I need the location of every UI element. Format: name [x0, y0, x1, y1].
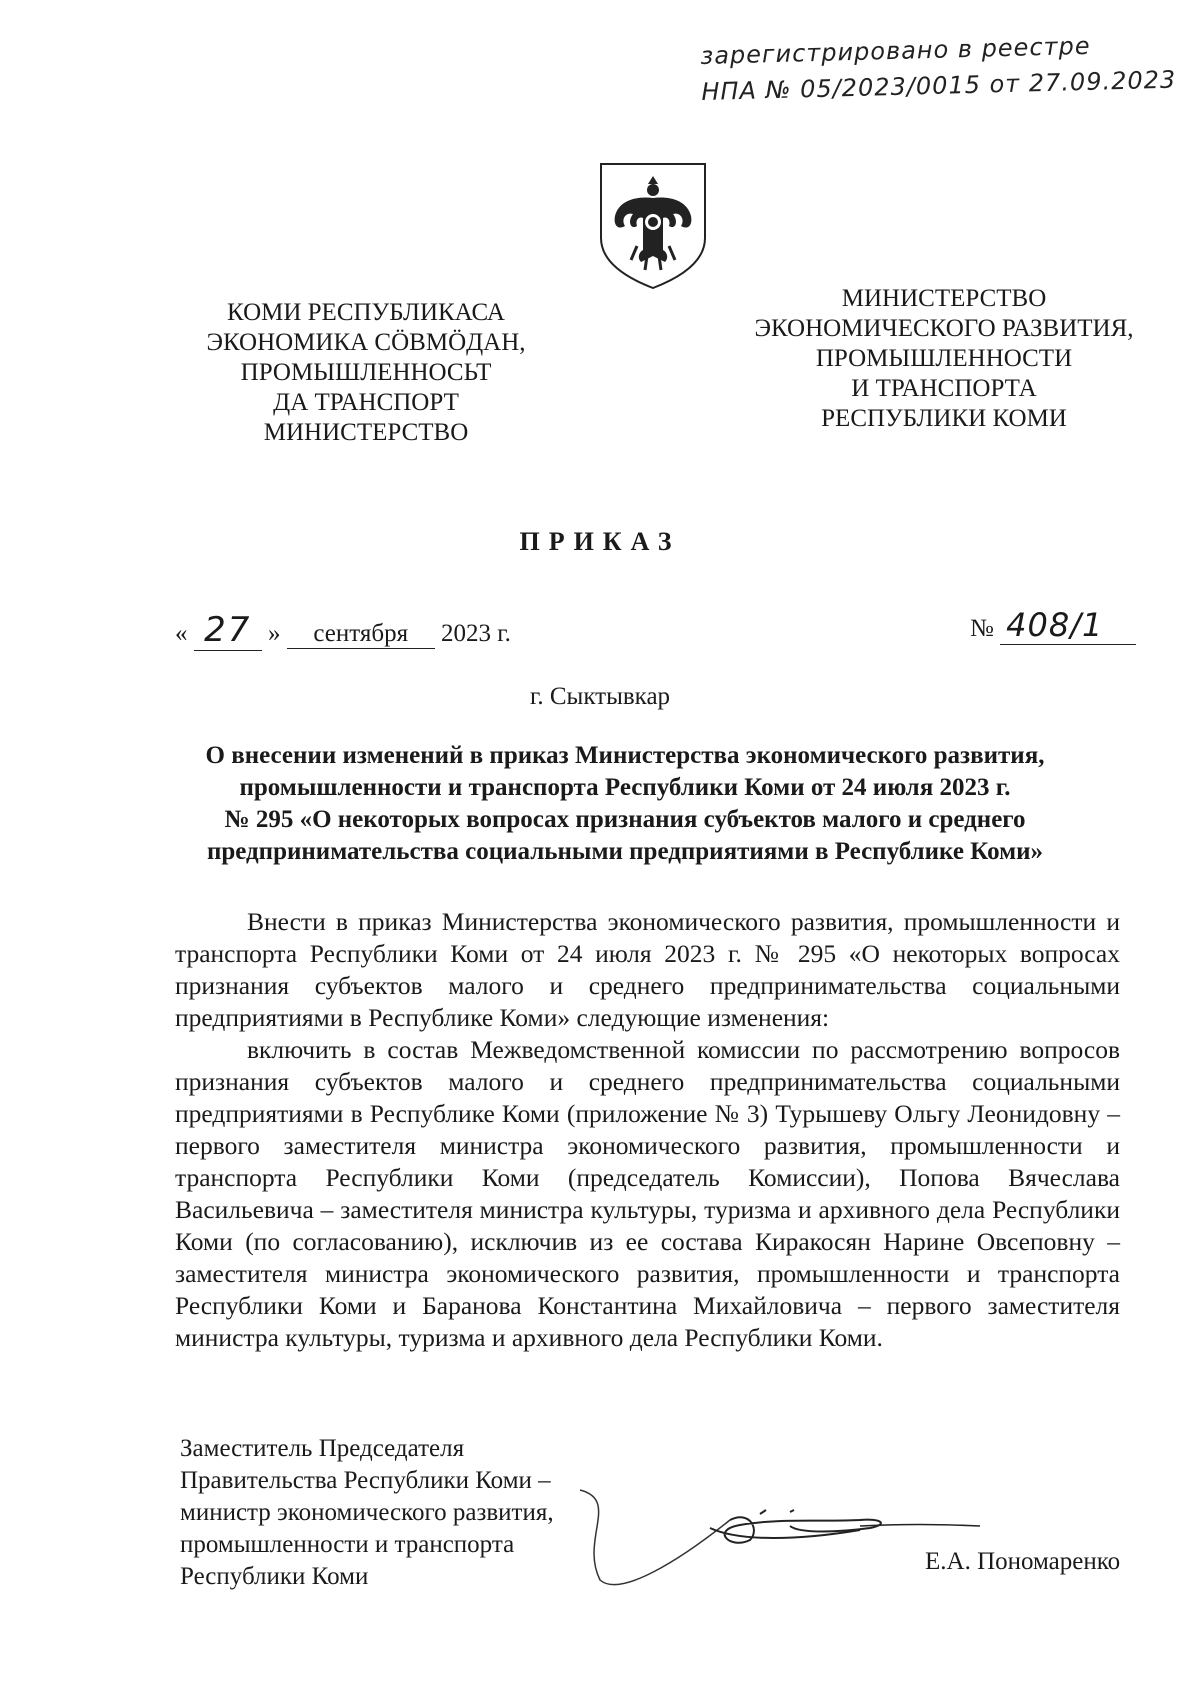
- header-right-line: И ТРАНСПОРТА: [851, 375, 1037, 402]
- registration-note-line1: зарегистрировано в реестре: [700, 31, 1091, 70]
- title-line: предпринимательства социальными предприятиями в Республике Коми»: [206, 838, 1044, 865]
- header-left-line: ЭКОНОМИКА СӦВМӦДАН,: [206, 329, 526, 356]
- header-right-line: МИНИСТЕРСТВО: [841, 285, 1047, 312]
- position-line: министр экономического развития,: [180, 1499, 554, 1526]
- document-city: г. Сыктывкар: [529, 683, 671, 710]
- header-left-line: ДА ТРАНСПОРТ: [273, 389, 459, 416]
- date-year: 2023 г.: [441, 620, 511, 647]
- signatory-position: [180, 1433, 554, 1593]
- position-line: промышленности и транспорта: [180, 1531, 515, 1558]
- date-close-quote: »: [268, 620, 281, 647]
- date-day: 27: [194, 610, 262, 651]
- header-right-line: РЕСПУБЛИКИ КОМИ: [821, 405, 1067, 432]
- header-left-line: ПРОМЫШЛЕННОСЬТ: [240, 359, 492, 386]
- document-body: [175, 906, 1120, 1354]
- number-value: 408/1: [1000, 606, 1136, 645]
- header-right-line: ПРОМЫШЛЕННОСТИ: [815, 345, 1073, 372]
- title-line: № 295 «О некоторых вопросах признания субъектов малого и среднего: [224, 806, 1026, 833]
- document-title: [175, 740, 1075, 868]
- position-line: Республики Коми: [180, 1563, 369, 1590]
- position-line: Правительства Республики Коми –: [180, 1467, 551, 1494]
- date-open-quote: «: [175, 620, 188, 647]
- document-number: [970, 606, 1136, 645]
- header-right-russian: [748, 284, 1140, 434]
- coat-of-arms-icon: [597, 160, 709, 290]
- title-line: О внесении изменений в приказ Министерства экономического развития,: [205, 742, 1045, 769]
- number-label: №: [970, 615, 994, 642]
- date-month: сентября: [287, 620, 435, 649]
- header-left-line: МИНИСТЕРСТВО: [263, 419, 469, 446]
- body-paragraph: включить в состав Межведомственной комиссии по рассмотрению вопросов признания субъектов малого и среднего предпринимательства социальными предприятиями в Республике Коми (приложение № 3) Турышеву Ольгу Леонидовну – первого заместителя министра экономического развития, промышленности и транспорта Республики Коми (председатель Комиссии), Попова Вячеслава Васильевича – заместителя министра культуры, туризма и архивного дела Республики Коми (по согласованию), исключив из ее состава Киракосян Нарине Овсеповну – заместителя министра экономического развития, промышленности и транспорта Республики Коми и Баранова Константина Михайловича – первого заместителя министра культуры, туризма и архивного дела Республики Коми.: [175, 1035, 1120, 1352]
- header-left-komi: [196, 298, 536, 448]
- header-right-line: ЭКОНОМИЧЕСКОГО РАЗВИТИЯ,: [754, 315, 1134, 342]
- body-paragraph: Внести в приказ Министерства экономического развития, промышленности и транспорта Республики Коми от 24 июля 2023 г. № 295 «О некоторых вопросах признания субъектов малого и среднего предпринимательства социальными предприятиями в Республике Коми» следующие изменения:: [175, 907, 1120, 1032]
- registration-note-line2: НПА № 05/2023/0015 от 27.09.2023: [701, 65, 1177, 106]
- document-date: [175, 610, 511, 651]
- handwritten-signature-icon: [560, 1480, 1060, 1600]
- registration-note: [700, 26, 1177, 110]
- signatory-name: Е.А. Пономаренко: [925, 1548, 1121, 1575]
- header-left-line: КОМИ РЕСПУБЛИКАСА: [227, 299, 505, 326]
- title-line: промышленности и транспорта Республики Коми от 24 июля 2023 г.: [239, 774, 1011, 801]
- position-line: Заместитель Председателя: [180, 1435, 465, 1462]
- document-type-heading: ПРИКАЗ: [519, 527, 681, 556]
